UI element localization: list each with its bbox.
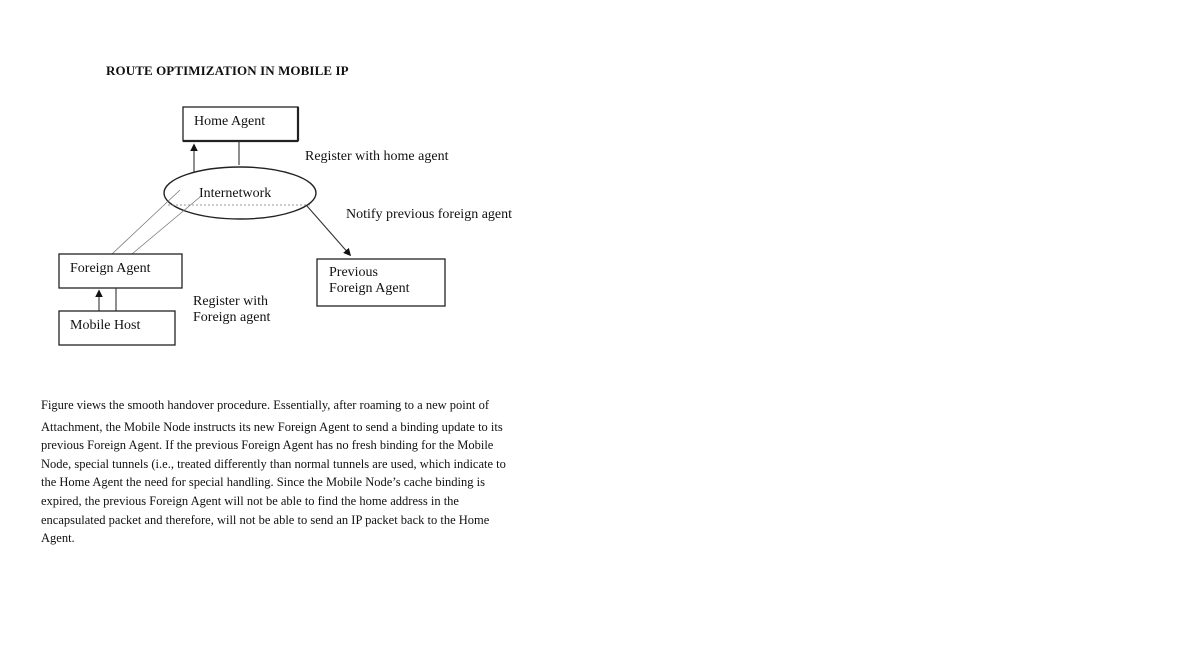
body-paragraph <box>41 396 581 548</box>
foreign-agent-node <box>59 254 182 288</box>
register-foreign-agent-label-line1: Register with <box>193 294 269 309</box>
mobile-host-label: Mobile Host <box>70 318 141 333</box>
register-home-agent-label: Register with home agent <box>305 149 449 164</box>
body-paragraph-first-line: Figure views the smooth handover procedure. Essentially, after roaming to a new point of <box>41 398 490 412</box>
home-agent-label: Home Agent <box>194 114 266 129</box>
previous-foreign-agent-node <box>317 259 445 306</box>
register-foreign-agent-label-line2: Foreign agent <box>193 310 271 325</box>
notify-previous-arrow <box>307 206 350 255</box>
internetwork-label: Internetwork <box>199 186 272 201</box>
notify-previous-foreign-agent-label: Notify previous foreign agent <box>346 207 513 222</box>
mobile-host-node <box>59 311 175 345</box>
internetwork-node <box>164 167 316 219</box>
home-agent-node <box>183 107 298 141</box>
foreign-agent-label: Foreign Agent <box>70 261 151 276</box>
document-title: ROUTE OPTIMIZATION IN MOBILE IP <box>106 63 349 78</box>
route-optimization-diagram <box>0 0 620 370</box>
previous-foreign-agent-label-line2: Foreign Agent <box>329 281 410 296</box>
previous-foreign-agent-label-line1: Previous <box>329 265 378 280</box>
body-paragraph-rest: Attachment, the Mobile Node instructs its new Foreign Agent to send a binding update to its previous Foreign Agent. If the previous Foreign Agent has no fresh binding for the Mobile Node, special tunnels (i.e., treated differently than normal tunnels are used, which indicate to the Home Agent the need for special handling. Since the Mobile Node’s cache binding is expired, the previous Foreign Agent will not be able to find the home address in the encapsulated packet and therefore, will not be able to send an IP packet back to the Home Agent. <box>41 419 506 546</box>
